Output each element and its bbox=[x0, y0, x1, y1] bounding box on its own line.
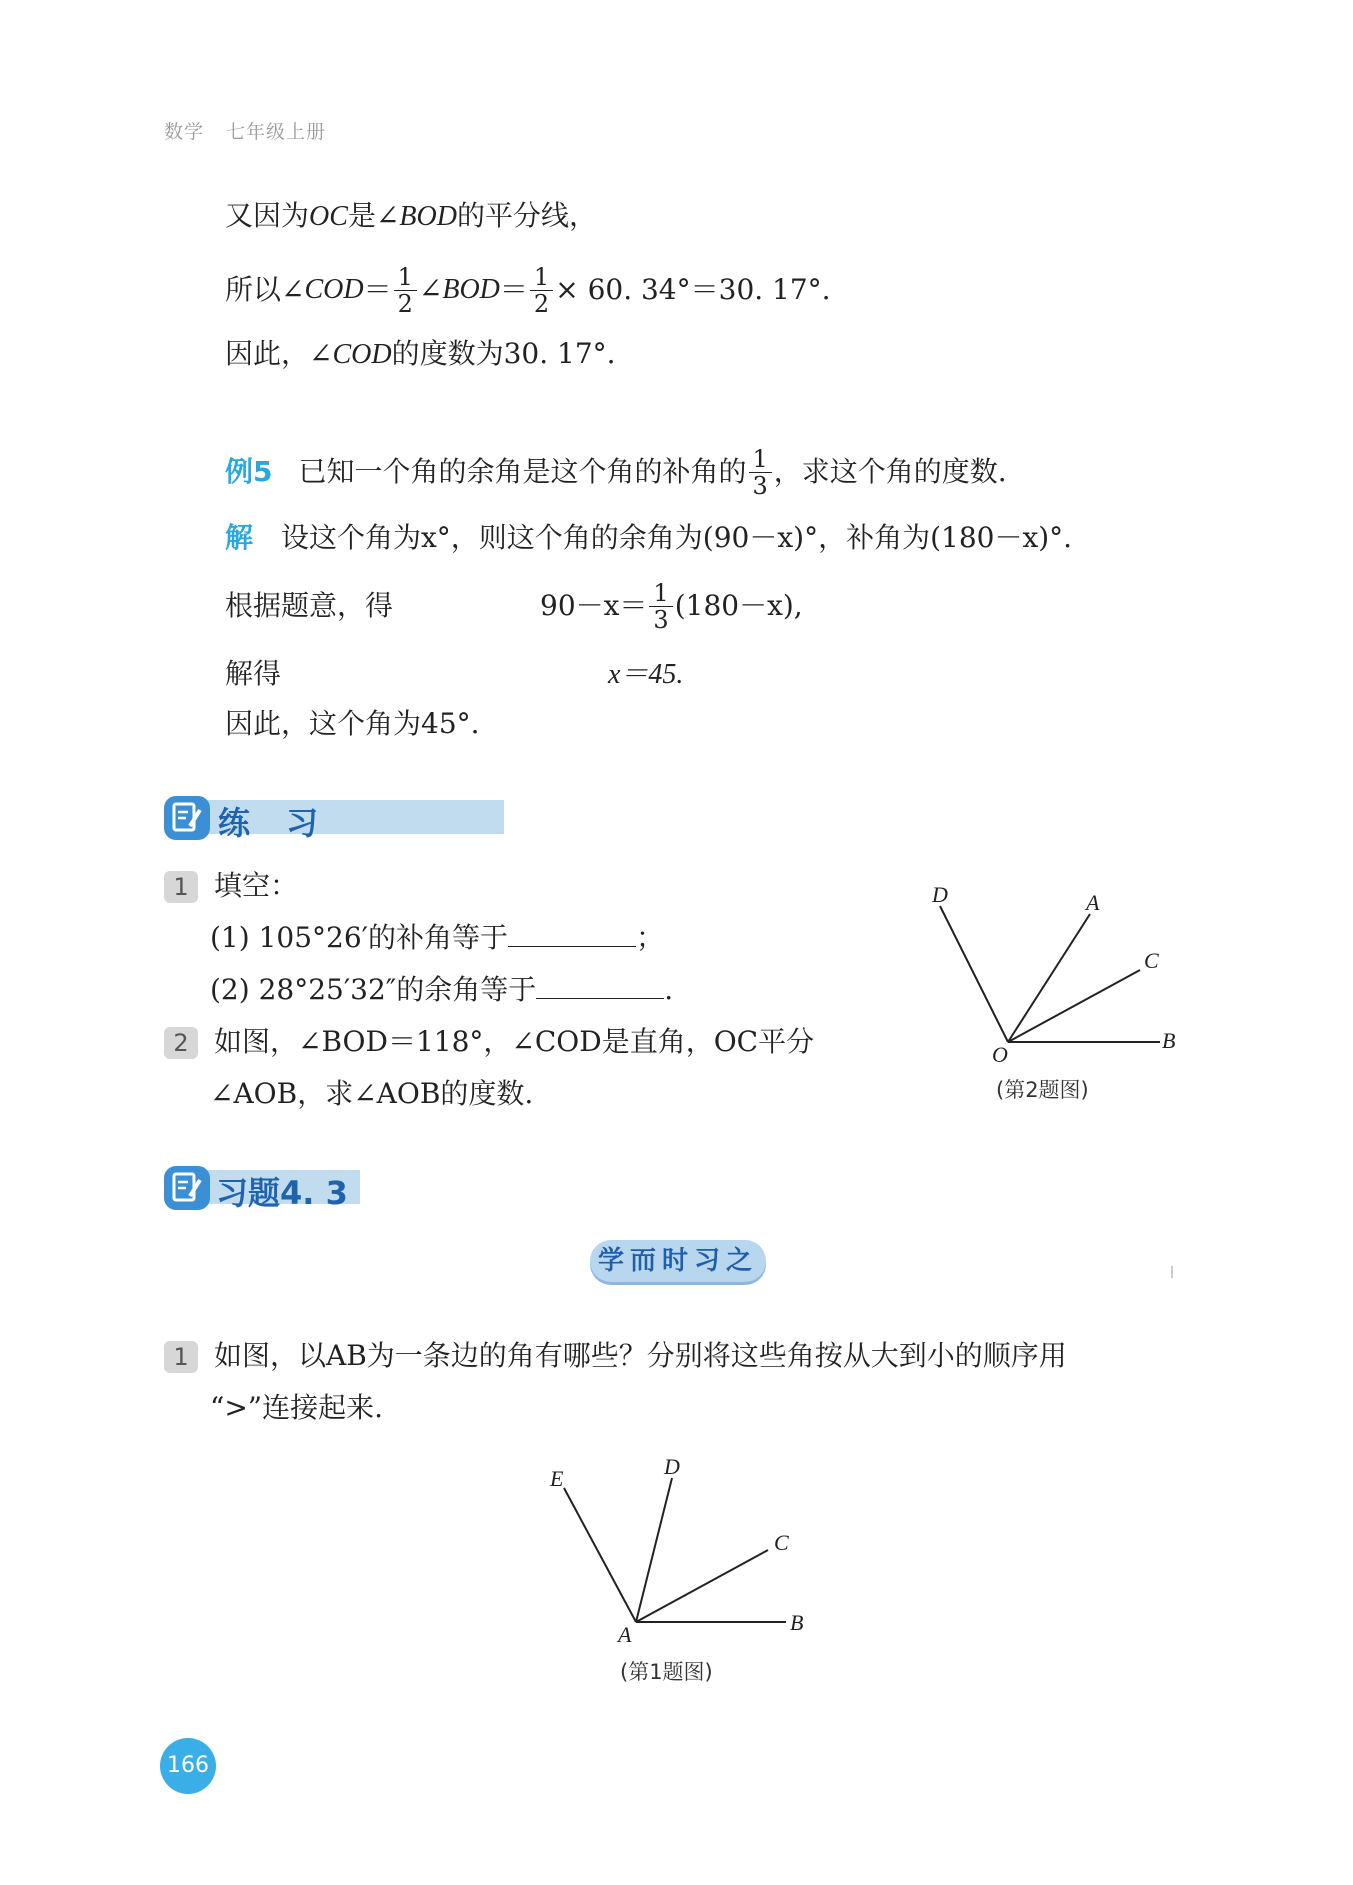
text: 如图，以AB为一条边的角有哪些？分别将这些角按从大到小的顺序用 bbox=[214, 1339, 1067, 1372]
text: 如图，∠BOD＝118°，∠COD是直角，OC平分 bbox=[214, 1025, 815, 1058]
label-C: C bbox=[1144, 948, 1159, 973]
fraction bbox=[394, 264, 417, 317]
text: ； bbox=[636, 921, 665, 954]
equals-sign: ＝ bbox=[363, 273, 392, 306]
text: 填空： bbox=[214, 869, 299, 902]
practice-question-2-line-2: ∠AOB，求∠AOB的度数. bbox=[210, 1077, 534, 1110]
corner-mark-right bbox=[1168, 1262, 1184, 1278]
subtitle-badge bbox=[590, 1240, 766, 1282]
ray-AC bbox=[636, 1550, 768, 1622]
label-D: D bbox=[932, 882, 948, 907]
running-header bbox=[164, 117, 326, 144]
denominator: 3 bbox=[752, 471, 768, 500]
numerator: 1 bbox=[749, 446, 772, 473]
text: × 60. 34°＝30. 17°. bbox=[555, 273, 831, 306]
text: 的度数为30. 17°. bbox=[391, 337, 616, 370]
section-title: 习题4. 3 bbox=[216, 1174, 348, 1212]
label-E: E bbox=[550, 1466, 564, 1491]
label-A: A bbox=[618, 1622, 632, 1647]
text: 设这个角为x°，则这个角的余角为(90－x)°，补角为(180－x)°. bbox=[281, 521, 1073, 554]
equation: x＝45. bbox=[608, 659, 684, 690]
example-label: 例5 bbox=[225, 455, 273, 488]
text: 的平分线， bbox=[456, 199, 597, 232]
fraction bbox=[649, 580, 672, 633]
label-O: O bbox=[992, 1042, 1008, 1067]
text: 因此，∠ bbox=[225, 337, 333, 370]
practice-question-1 bbox=[164, 866, 298, 906]
ray-AE bbox=[564, 1488, 636, 1622]
numerator: 1 bbox=[394, 264, 417, 291]
pencil-note-icon bbox=[164, 1166, 210, 1210]
question-number-badge: 1 bbox=[164, 1341, 198, 1373]
solution-label: 解 bbox=[225, 521, 254, 554]
exercise-question-1 bbox=[164, 1336, 1067, 1376]
label-A: A bbox=[1086, 890, 1100, 915]
numerator: 1 bbox=[649, 580, 672, 607]
solution-line-2 bbox=[225, 260, 831, 320]
example-5-equation-1 bbox=[225, 574, 803, 638]
angle-name: BOD bbox=[399, 201, 457, 232]
solution-line-1 bbox=[225, 196, 597, 237]
example-5-question bbox=[225, 440, 1007, 504]
text: 已知一个角的余角是这个角的补角的 bbox=[298, 455, 747, 488]
label-B: B bbox=[1162, 1028, 1176, 1053]
text: (2) 28°25′32″的余角等于 bbox=[210, 973, 537, 1006]
exercises-section-header bbox=[164, 1166, 360, 1212]
ray-OA bbox=[1008, 914, 1090, 1042]
denominator: 3 bbox=[653, 605, 669, 634]
answer-blank[interactable] bbox=[536, 972, 664, 999]
label-D: D bbox=[664, 1454, 680, 1479]
example-5-solution bbox=[225, 518, 1072, 558]
ray-AD bbox=[636, 1478, 672, 1622]
text: 所以∠ bbox=[225, 273, 305, 306]
header-grade: 七年级上册 bbox=[226, 121, 327, 143]
equals-sign: ＝ bbox=[499, 273, 528, 306]
answer-blank[interactable] bbox=[508, 920, 636, 947]
pencil-note-icon bbox=[164, 796, 210, 840]
practice-question-2 bbox=[164, 1022, 814, 1062]
angle-figure-1 bbox=[540, 1450, 830, 1650]
corner-mark-left bbox=[164, 1262, 180, 1278]
numerator: 1 bbox=[530, 264, 553, 291]
text: 解得 bbox=[225, 657, 282, 690]
section-title: 练 习 bbox=[218, 804, 321, 842]
fraction bbox=[749, 446, 772, 499]
denominator: 2 bbox=[397, 289, 413, 318]
denominator: 2 bbox=[533, 289, 550, 318]
text: ，求这个角的度数. bbox=[773, 455, 1007, 488]
page-number: 166 bbox=[160, 1738, 216, 1794]
solution-line-3 bbox=[225, 334, 616, 375]
example-5-conclusion: 因此，这个角为45°. bbox=[225, 707, 480, 740]
angle-name: COD bbox=[304, 274, 364, 305]
ray-name: OC bbox=[309, 201, 348, 232]
exercise-question-1-line-2: “>”连接起来. bbox=[210, 1391, 383, 1424]
question-number-badge: 1 bbox=[164, 871, 198, 903]
figure-caption: (第2题图) bbox=[996, 1078, 1089, 1102]
figure-caption: (第1题图) bbox=[620, 1660, 713, 1684]
equation: (180－x), bbox=[674, 589, 803, 622]
subtitle-text: 学而时习之 bbox=[597, 1246, 758, 1276]
ray-OC bbox=[1008, 970, 1140, 1042]
ray-OD bbox=[940, 906, 1008, 1042]
practice-q1-part-2 bbox=[210, 970, 673, 1010]
label-C: C bbox=[774, 1530, 789, 1555]
practice-section-header bbox=[164, 796, 464, 842]
example-5-equation-2 bbox=[225, 654, 683, 695]
text: 根据题意，得 bbox=[225, 589, 394, 622]
text: . bbox=[664, 973, 674, 1006]
angle-figure-2 bbox=[920, 880, 1180, 1080]
question-number-badge: 2 bbox=[164, 1027, 198, 1059]
equation: 90－x＝ bbox=[540, 589, 648, 622]
text: (1) 105°26′的补角等于 bbox=[210, 921, 508, 954]
header-subject: 数学 bbox=[164, 121, 205, 143]
label-B: B bbox=[790, 1610, 804, 1635]
angle-name: COD bbox=[332, 339, 392, 370]
fraction bbox=[530, 264, 553, 317]
angle-name: ∠BOD bbox=[418, 274, 500, 305]
text: 又因为 bbox=[225, 199, 310, 232]
text: 是∠ bbox=[347, 199, 400, 232]
practice-q1-part-1 bbox=[210, 918, 664, 958]
